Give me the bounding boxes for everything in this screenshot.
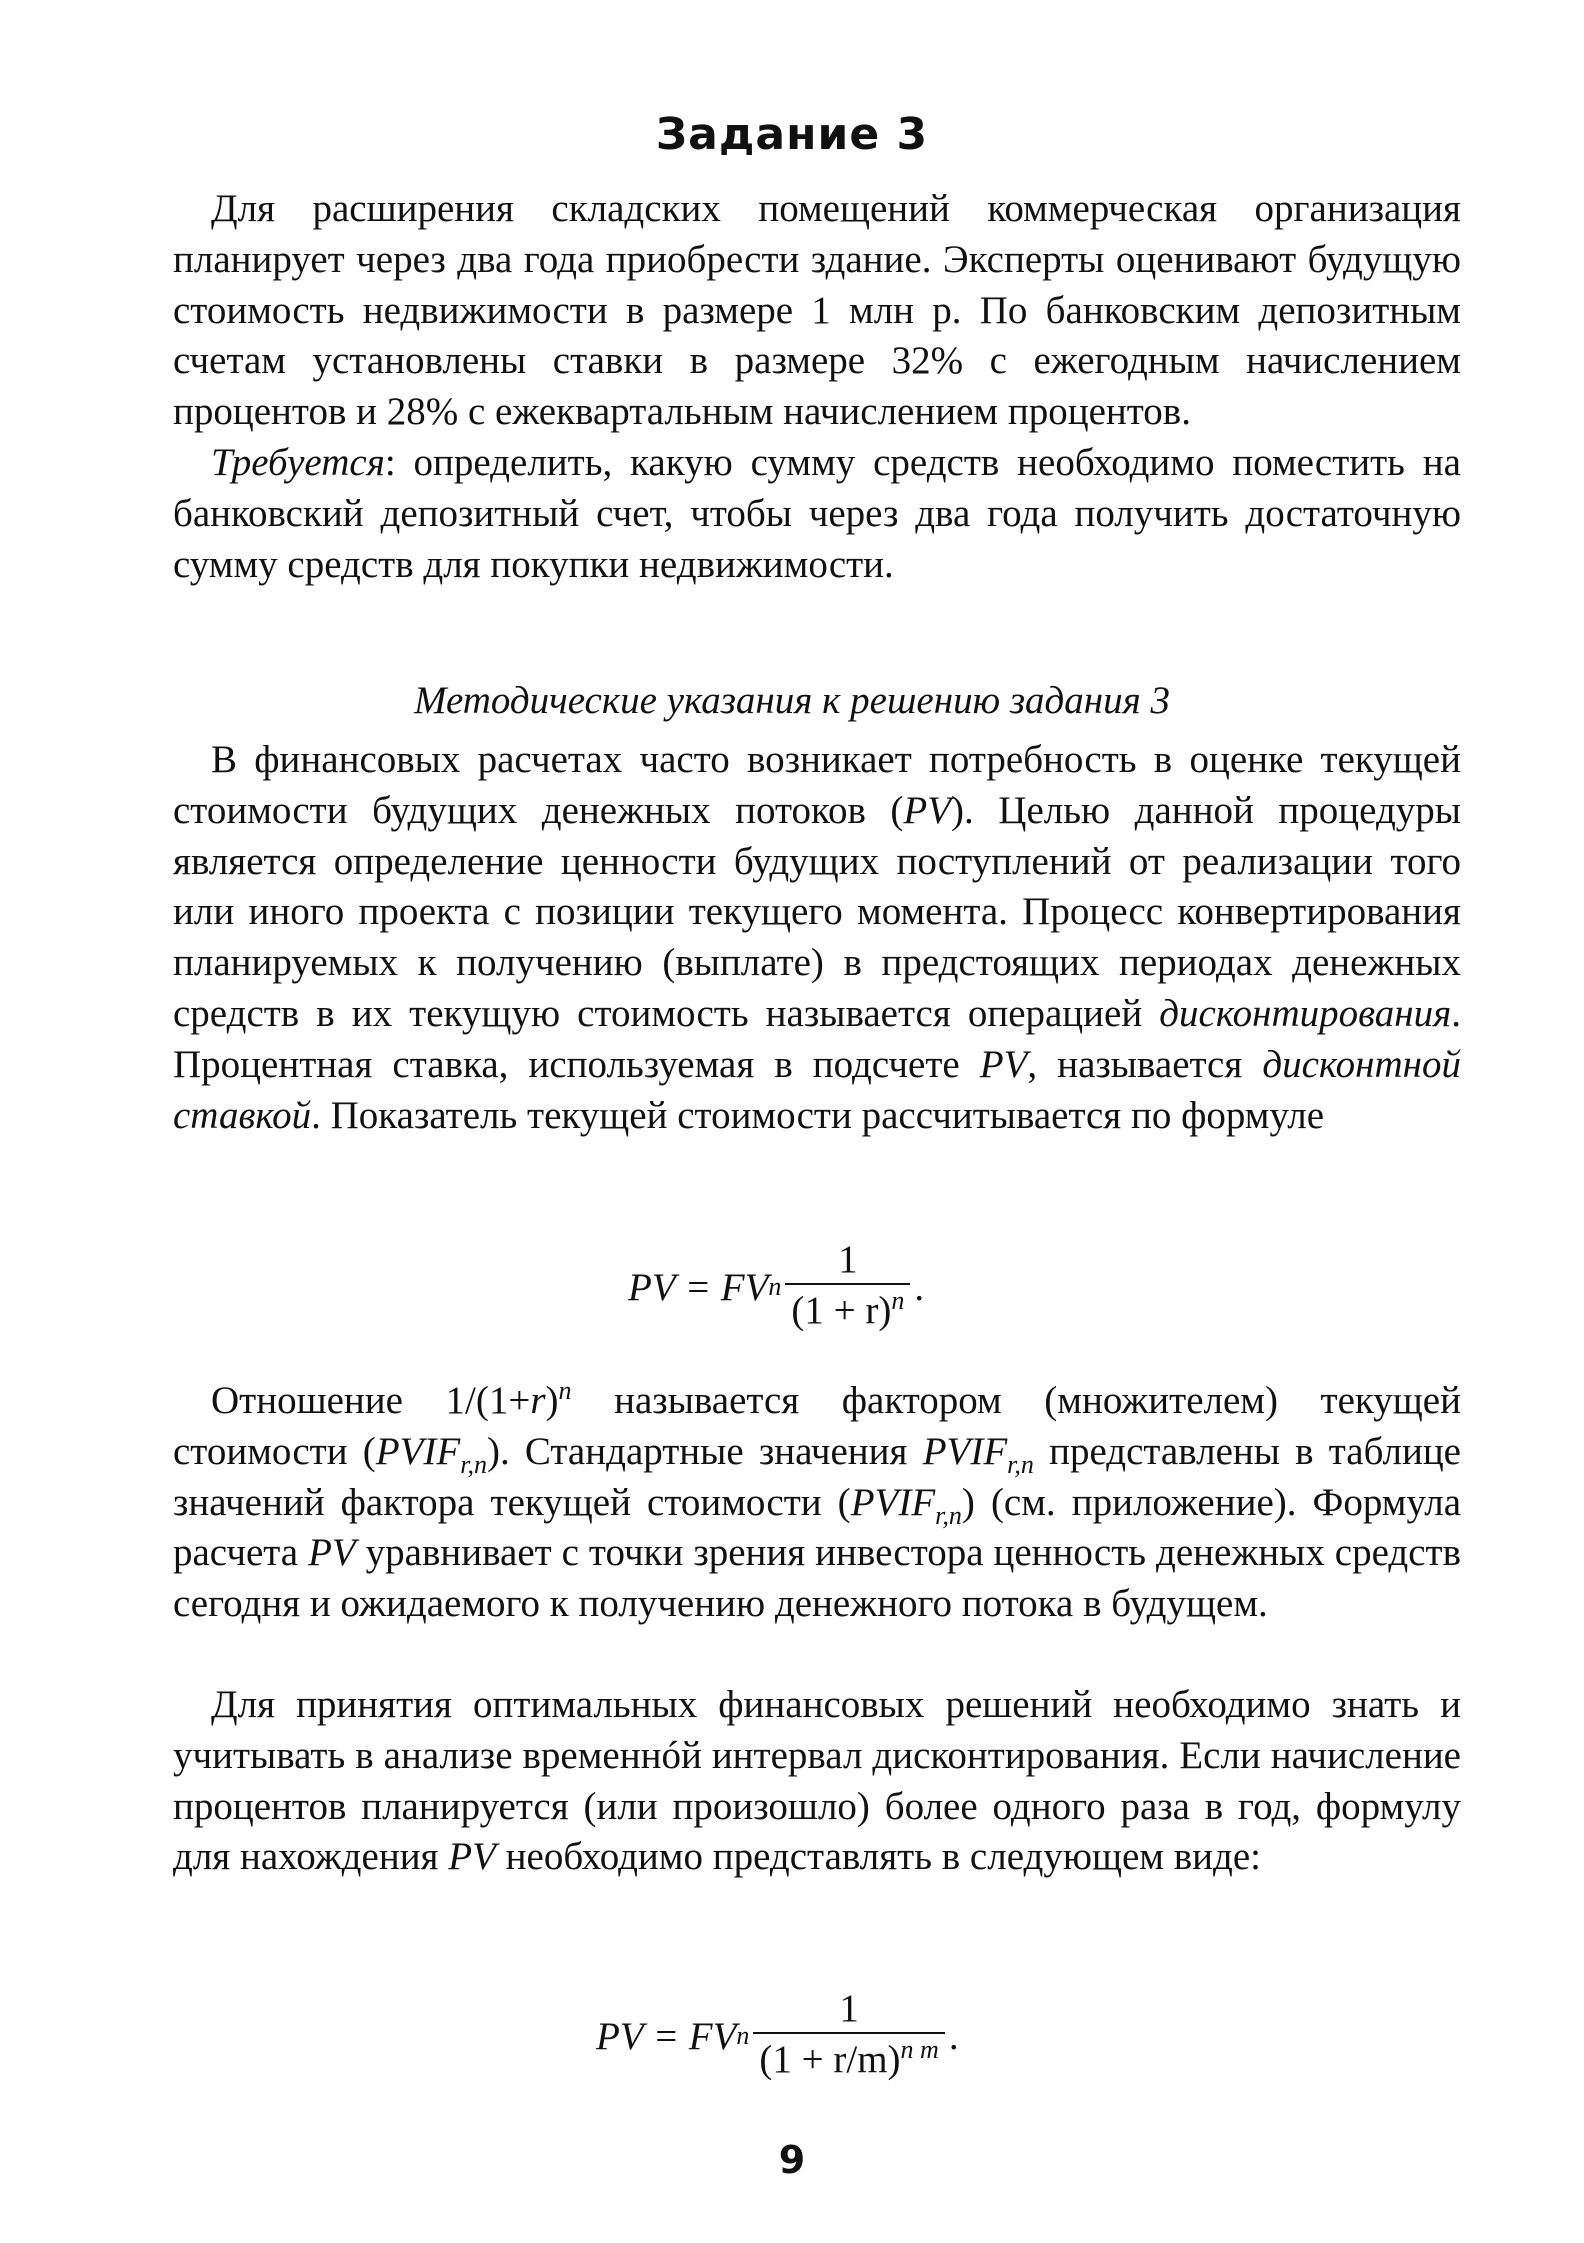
- method-heading: Методические указания к решению задания 3: [414, 679, 1170, 722]
- formula-fraction: $\frac{1}{(1 + r)^n}$: [785, 1237, 910, 1337]
- task-paragraph-1: Для расширения складских помещений коммерческая организация планирует через два года приобрести здание. Эксперты оценивают будущую стоимость недвижимости в размере 1 млн р. По банковским депозитным счетам установлены ставки в размере 32% с ежегодным начислением процентов и 28% с ежеквартальным начислением процентов.: [173, 187, 1461, 434]
- method-paragraph-3: Для принятия оптимальных финансовых решений необходимо знать и учитывать в анализе временнóй интервал дисконтирования. Если начисление процентов планируется (или произошло) более одного раза в год, формулу для нахождения PV необходимо представлять в следующем виде:: [173, 1683, 1461, 1879]
- term-discount-rate: дисконтной ставкой: [173, 1042, 1461, 1137]
- formula-present-value: PV = FV n $\frac{1}{(1 + r)^n}$ .: [0, 1237, 1584, 1352]
- page-title: Задание 3: [655, 109, 929, 160]
- task-paragraph-2: [173, 438, 1461, 590]
- method-paragraph-2: Отношение $1/(1+r)^n$ называется фактором (множителем) текущей стоимости $(PVIF_{r,n})$. Стандартные значения $PVIF_{r,n}$ представлены в таблице значений фактора текущей стоимости $(PVIF_{r,n})$ (см. приложение). Формула расчета PV уравнивает с точки зрения инвестора ценность денежных средств сегодня и ожидаемого к получению денежного потока в будущем.: [173, 1376, 1462, 1626]
- formula-fraction: $\frac{1}{(1 + r/m)^{n m}}$: [753, 1986, 944, 2086]
- page-number: 9: [778, 2138, 806, 2182]
- task-requirement-text: : определить, какую сумму средств необходимо поместить на банковский депозитный счет, чтобы через два года получить достаточную сумму средств для покупки недвижимости.: [173, 440, 1461, 586]
- formula-present-value-compounding: PV = FV n $\frac{1}{(1 + r/m)^{n m}}$ .: [0, 1986, 1584, 2101]
- method-paragraph-1: В финансовых расчетах часто возникает потребность в оценке текущей стоимости будущих денежных потоков (PV). Целью данной процедуры является определение ценности будущих поступлений от реализации того или иного проекта с позиции текущего момента. Процесс конвертирования планируемых к получению (выплате) в предстоящих периодах денежных средств в их текущую стоимость называется операцией дисконтирования. Процентная ставка, используемая в подсчете PV, называется дисконтной ставкой. Показатель текущей стоимости рассчитывается по формуле: [173, 738, 1461, 1137]
- task-text: [173, 184, 1461, 590]
- term-discounting: дисконтирования: [1159, 991, 1452, 1035]
- task-requirement-label: Требуется: [211, 440, 385, 484]
